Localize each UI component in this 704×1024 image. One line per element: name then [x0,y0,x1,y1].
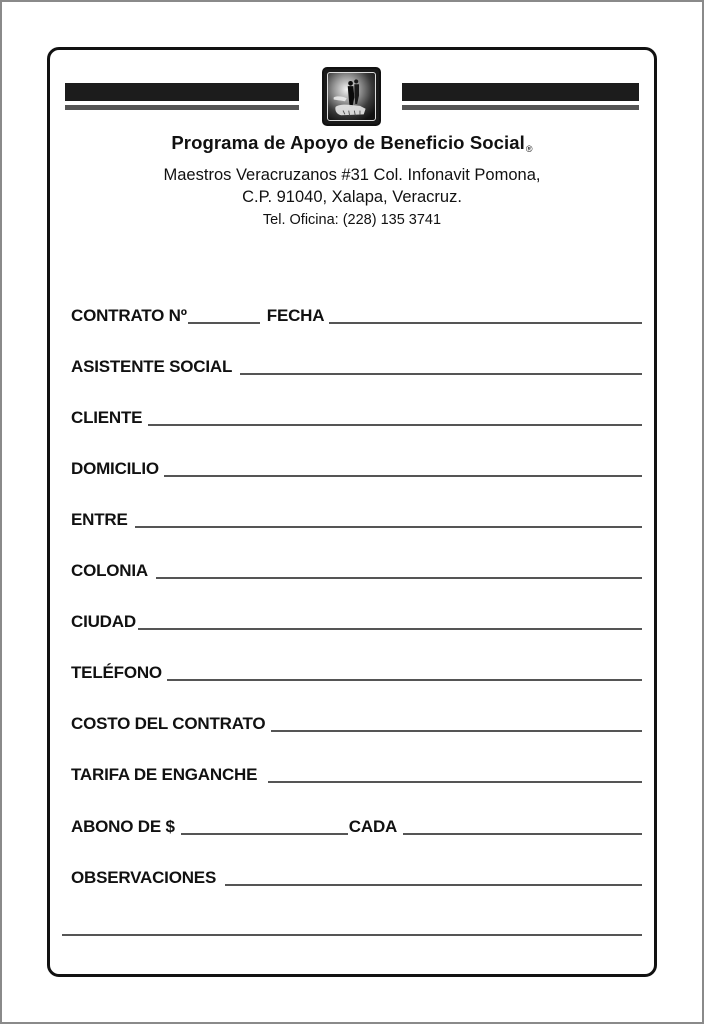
telefono-field[interactable] [167,679,642,681]
entre-field[interactable] [135,526,642,528]
costo-contrato-field[interactable] [271,730,642,732]
fecha-label: FECHA [266,306,325,325]
tarifa-enganche-field[interactable] [268,781,642,783]
registered-mark: ® [525,144,533,154]
cada-label: CADA [348,817,398,836]
form-row-asistente [71,353,642,377]
family-hand-logo-icon [322,67,381,126]
form-row-colonia [71,557,642,581]
colonia-field[interactable] [156,577,642,579]
observaciones-label: OBSERVACIONES [71,868,217,887]
cliente-field[interactable] [148,424,642,426]
address-line-1: Maestros Veracruzanos #31 Col. Infonavit Pomona, [163,166,541,184]
form-row-abono-cada [71,813,642,837]
form-row-costo [71,710,642,734]
abono-label: ABONO DE $ [71,817,175,836]
observaciones-extra-line[interactable] [62,934,642,936]
address-line-2: C.P. 91040, Xalapa, Veracruz. [242,188,462,206]
form-row-ciudad [71,608,642,632]
fecha-field[interactable] [329,322,642,324]
contrato-label: CONTRATO Nº [71,306,187,325]
domicilio-label: DOMICILIO [71,459,159,478]
header-bar-left-thin [65,105,299,110]
ciudad-field[interactable] [138,628,642,630]
form-row-telefono [71,659,642,683]
header-bar-left-thick [65,83,299,101]
telefono-label: TELÉFONO [71,663,162,682]
form-row-cliente [71,404,642,428]
observaciones-field[interactable] [225,884,642,886]
form-row-tarifa [71,761,642,785]
cliente-label: CLIENTE [71,408,143,427]
office-phone: Tel. Oficina: (228) 135 3741 [262,212,442,228]
form-row-contrato-fecha [71,302,642,326]
contrato-field[interactable] [188,322,260,324]
cada-field[interactable] [403,833,642,835]
abono-field[interactable] [181,833,348,835]
form-row-domicilio [71,455,642,479]
colonia-label: COLONIA [71,561,148,580]
ciudad-label: CIUDAD [71,612,136,631]
costo-contrato-label: COSTO DEL CONTRATO [71,714,266,733]
asistente-social-field[interactable] [240,373,642,375]
tarifa-enganche-label: TARIFA DE ENGANCHE [71,765,258,784]
domicilio-field[interactable] [164,475,642,477]
header-bar-right-thick [402,83,639,101]
entre-label: ENTRE [71,510,128,529]
header-bar-right-thin [402,105,639,110]
asistente-social-label: ASISTENTE SOCIAL [71,357,233,376]
form-row-observaciones [71,864,642,888]
page-title: Programa de Apoyo de Beneficio Social® [171,132,533,154]
form-row-entre [71,506,642,530]
